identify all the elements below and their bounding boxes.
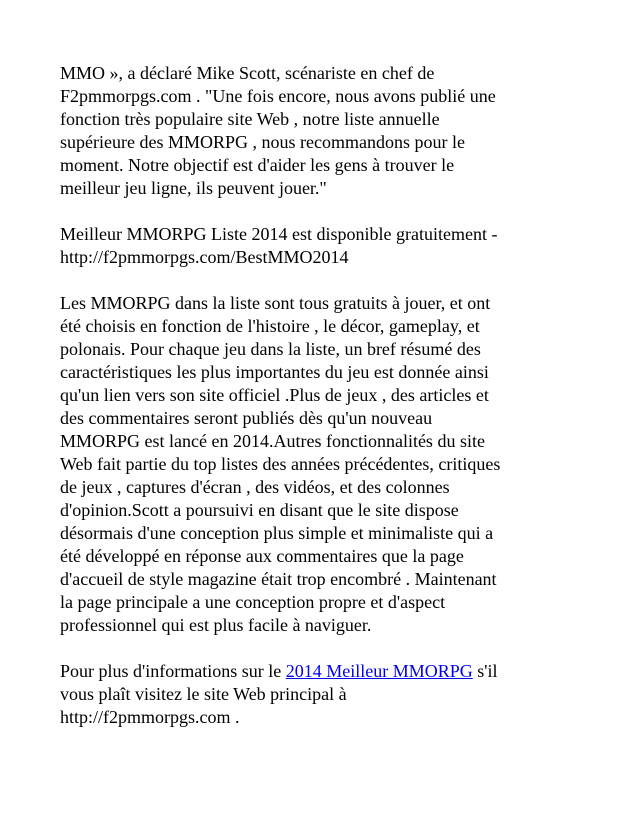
meilleur-mmorpg-link[interactable]: 2014 Meilleur MMORPG: [285, 661, 473, 681]
text-line: caractéristiques les plus importantes du jeu est donnée ainsi: [60, 362, 489, 382]
text-line: MMO », a déclaré Mike Scott, scénariste en chef de: [60, 63, 435, 83]
text-line: été développé en réponse aux commentaires que la page: [60, 546, 464, 566]
text-line: Les MMORPG dans la liste sont tous gratuits à jouer, et ont: [60, 293, 491, 313]
text-segment: Pour plus d'informations sur le: [60, 661, 286, 681]
text-line: d'accueil de style magazine était trop encombré . Maintenant: [60, 569, 497, 589]
text-line: MMORPG est lancé en 2014.Autres fonctionnalités du site: [60, 431, 485, 451]
text-line: qu'un lien vers son site officiel .Plus de jeux , des articles et: [60, 385, 489, 405]
text-line: des commentaires seront publiés dès qu'un nouveau: [60, 408, 433, 428]
text-line: meilleur jeu ligne, ils peuvent jouer.": [60, 178, 327, 198]
paragraph-intro-quote: [60, 62, 590, 200]
text-line: désormais d'une conception plus simple et minimaliste qui a: [60, 523, 494, 543]
text-segment: s'il: [472, 661, 498, 681]
paragraph-more-info: [60, 660, 590, 729]
text-line: vous plaît visitez le site Web principal à: [60, 684, 347, 704]
paragraph-description: [60, 292, 590, 637]
text-line: polonais. Pour chaque jeu dans la liste, un bref résumé des: [60, 339, 481, 359]
text-line: fonction très populaire site Web , notre liste annuelle: [60, 109, 440, 129]
text-line: moment. Notre objectif est d'aider les gens à trouver le: [60, 155, 455, 175]
text-line: F2pmmorpgs.com . "Une fois encore, nous avons publié une: [60, 86, 496, 106]
text-line: http://f2pmmorpgs.com .: [60, 707, 240, 727]
text-line: d'opinion.Scott a poursuivi en disant que le site dispose: [60, 500, 459, 520]
text-line-with-link: [60, 660, 590, 683]
text-line: de jeux , captures d'écran , des vidéos, et des colonnes: [60, 477, 450, 497]
document-page: [60, 62, 590, 752]
text-line: supérieure des MMORPG , nous recommandons pour le: [60, 132, 465, 152]
text-line: la page principale a une conception propre et d'aspect: [60, 592, 446, 612]
text-line: http://f2pmmorpgs.com/BestMMO2014: [60, 247, 349, 267]
paragraph-availability: [60, 223, 590, 269]
text-line: Meilleur MMORPG Liste 2014 est disponible gratuitement -: [60, 224, 498, 244]
text-line: Web fait partie du top listes des années précédentes, critiques: [60, 454, 501, 474]
text-line: été choisis en fonction de l'histoire , le décor, gameplay, et: [60, 316, 480, 336]
text-line: professionnel qui est plus facile à naviguer.: [60, 615, 372, 635]
